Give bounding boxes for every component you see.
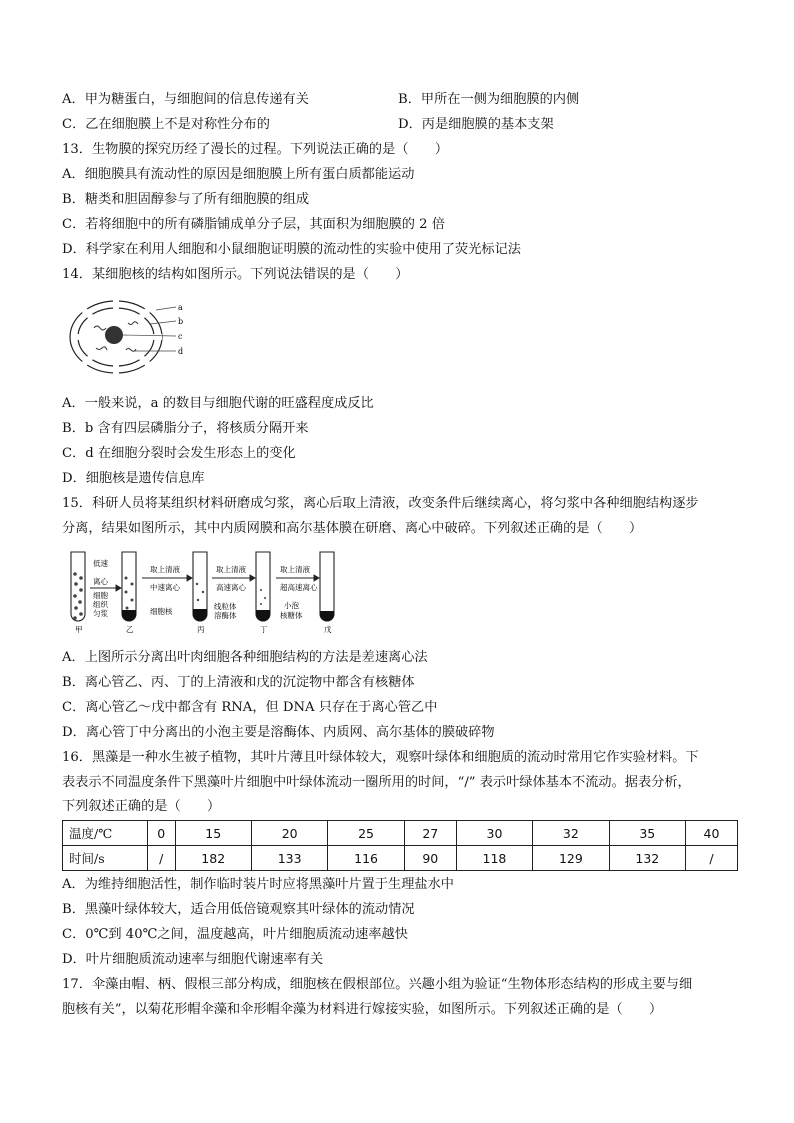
table-cell: 40 bbox=[686, 821, 738, 846]
tube-wu: 戊 bbox=[324, 625, 332, 634]
fig-label-c: c bbox=[178, 332, 183, 341]
table-cell: 118 bbox=[456, 846, 532, 871]
q14-option-c: C．d 在细胞分裂时会发生形态上的变化 bbox=[62, 446, 296, 461]
temperature-table bbox=[62, 820, 738, 871]
step4-label-0: 取上清液 bbox=[280, 565, 310, 574]
q12-option-b: B．甲所在一侧为细胞膜的内侧 bbox=[398, 92, 580, 107]
step1-label-2: 细胞 bbox=[93, 591, 108, 600]
q13-option-b: B．糖类和胆固醇参与了所有细胞膜的组成 bbox=[62, 192, 310, 207]
step4-label-1: 超高速离心 bbox=[280, 583, 318, 592]
q15-option-d: D．离心管丁中分离出的小泡主要是溶酶体、内质网、高尔基体的膜破碎物 bbox=[62, 725, 495, 740]
table-cell: 20 bbox=[251, 821, 327, 846]
q16-option-b: B．黑藻叶绿体较大，适合用低倍镜观察其叶绿体的流动情况 bbox=[62, 902, 415, 917]
q16-stem-line2: 表表示不同温度条件下黑藻叶片细胞中叶绿体流动一圈所用的时间，“/” 表示叶绿体基本不流动。据表分析， bbox=[62, 775, 691, 790]
table-cell: 35 bbox=[609, 821, 685, 846]
q15-option-a: A．上图所示分离出叶肉细胞各种细胞结构的方法是差速离心法 bbox=[62, 650, 428, 665]
table-row bbox=[63, 821, 738, 846]
q13-stem: 13．生物膜的探究历经了漫长的过程。下列说法正确的是（ ） bbox=[62, 142, 449, 157]
step1-note: 细胞核 bbox=[150, 607, 173, 616]
q15-stem-line2: 分离，结果如图所示，其中内质网膜和高尔基体膜在研磨、离心中破碎。下列叙述正确的是（ ） bbox=[62, 521, 643, 536]
step3-label-1: 高速离心 bbox=[216, 583, 246, 592]
q14-option-a: A．一般来说，a 的数目与细胞代谢的旺盛程度成反比 bbox=[62, 396, 374, 411]
q13-option-a: A．细胞膜具有流动性的原因是细胞膜上所有蛋白质都能运动 bbox=[62, 167, 415, 182]
table-cell: 129 bbox=[533, 846, 609, 871]
q15-option-c: C．离心管乙～戊中都含有 RNA，但 DNA 只存在于离心管乙中 bbox=[62, 700, 438, 715]
table-cell: 0 bbox=[148, 821, 176, 846]
q16-stem-line1: 16．黑藻是一种水生被子植物，其叶片薄且叶绿体较大，观察叶绿体和细胞质的流动时常用它作实验材料。下 bbox=[62, 750, 699, 765]
fig-label-b: b bbox=[178, 317, 184, 326]
step2-label-1: 中速离心 bbox=[150, 583, 180, 592]
step1-label-3: 组织 bbox=[93, 600, 108, 609]
q16-stem-line3: 下列叙述正确的是（ ） bbox=[62, 799, 221, 814]
q14-option-d: D．细胞核是遗传信息库 bbox=[62, 471, 205, 486]
table-cell: / bbox=[148, 846, 176, 871]
step1-label-4: 匀浆 bbox=[93, 609, 108, 618]
q15-stem-line1: 15．科研人员将某组织材料研磨成匀浆，离心后取上清液，改变条件后继续离心，将匀浆中各种细胞结构逐步 bbox=[62, 496, 699, 511]
step3-note-1: 核糖体 bbox=[280, 611, 303, 620]
table-cell: 32 bbox=[533, 821, 609, 846]
q12-option-d: D．丙是细胞膜的基本支架 bbox=[398, 117, 554, 132]
table-cell: 30 bbox=[456, 821, 532, 846]
q16-option-c: C．0℃到 40℃之间，温度越高，叶片细胞质流动速率越快 bbox=[62, 927, 408, 942]
step3-note-0: 小泡 bbox=[284, 601, 299, 610]
table-cell: 90 bbox=[404, 846, 456, 871]
table-row bbox=[63, 846, 738, 871]
step2-label-0: 取上清液 bbox=[150, 565, 180, 574]
table-row-header: 温度/℃ bbox=[63, 821, 148, 846]
table-cell: 133 bbox=[251, 846, 327, 871]
q14-stem: 14．某细胞核的结构如图所示。下列说法错误的是（ ） bbox=[62, 267, 409, 282]
table-cell: / bbox=[686, 846, 738, 871]
step1-label-1: 离心 bbox=[93, 577, 108, 586]
tube-jia: 甲 bbox=[75, 625, 83, 634]
q17-stem-line1: 17．伞藻由帽、柄、假根三部分构成，细胞核在假根部位。兴趣小组为验证“生物体形态结构的形成主要与细 bbox=[62, 977, 693, 992]
centrifuge-figure bbox=[66, 548, 351, 636]
step1-label-0: 低速 bbox=[93, 559, 108, 568]
table-cell: 182 bbox=[175, 846, 251, 871]
q16-option-a: A．为维持细胞活性，制作临时装片时应将黑藻叶片置于生理盐水中 bbox=[62, 877, 454, 892]
tube-ding: 丁 bbox=[260, 625, 268, 634]
q13-option-c: C．若将细胞中的所有磷脂铺成单分子层，其面积为细胞膜的 2 倍 bbox=[62, 217, 445, 232]
table-row-header: 时间/s bbox=[63, 846, 148, 871]
nucleus-figure bbox=[66, 296, 196, 378]
table-cell: 132 bbox=[609, 846, 685, 871]
q17-stem-line2: 胞核有关”，以菊花形帽伞藻和伞形帽伞藻为材料进行嫁接实验，如图所示。下列叙述正确的是（ ） bbox=[62, 1002, 663, 1017]
q13-option-d: D．科学家在利用人细胞和小鼠细胞证明膜的流动性的实验中使用了荧光标记法 bbox=[62, 242, 521, 257]
step2-note-1: 溶酶体 bbox=[214, 611, 237, 620]
q12-option-c: C．乙在细胞膜上不是对称性分布的 bbox=[62, 117, 270, 132]
q14-option-b: B．b 含有四层磷脂分子，将核质分隔开来 bbox=[62, 421, 309, 436]
tube-bing: 丙 bbox=[197, 625, 205, 634]
fig-label-d: d bbox=[178, 347, 184, 356]
step2-note-0: 线粒体 bbox=[214, 602, 237, 611]
table-cell: 27 bbox=[404, 821, 456, 846]
table-cell: 116 bbox=[328, 846, 404, 871]
fig-label-a: a bbox=[178, 303, 183, 312]
q15-option-b: B．离心管乙、丙、丁的上清液和戊的沉淀物中都含有核糖体 bbox=[62, 675, 415, 690]
q12-option-a: A．甲为糖蛋白，与细胞间的信息传递有关 bbox=[62, 92, 309, 107]
step3-label-0: 取上清液 bbox=[216, 565, 246, 574]
table-cell: 15 bbox=[175, 821, 251, 846]
tube-yi: 乙 bbox=[126, 625, 134, 634]
table-cell: 25 bbox=[328, 821, 404, 846]
q16-option-d: D．叶片细胞质流动速率与细胞代谢速率有关 bbox=[62, 952, 324, 967]
